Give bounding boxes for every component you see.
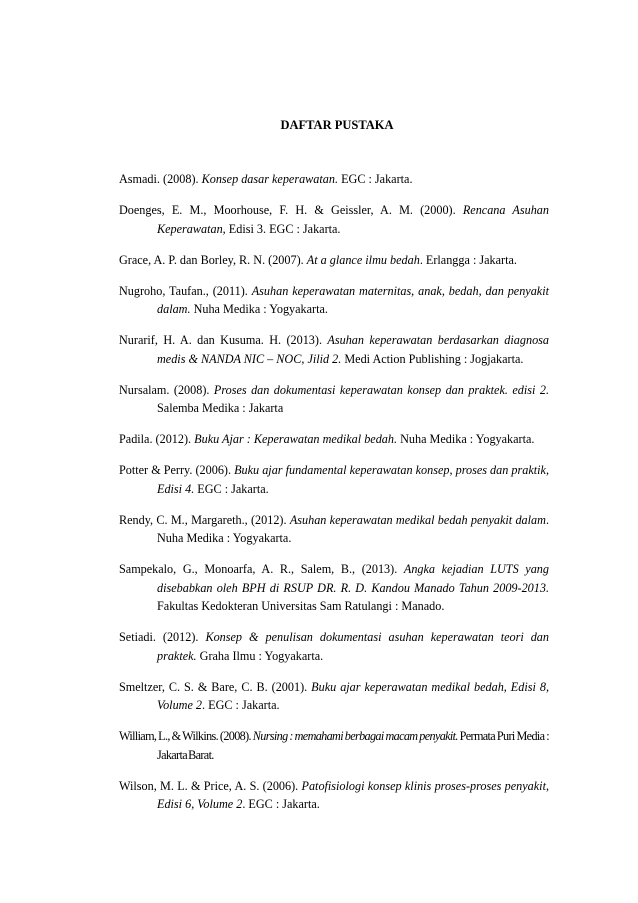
reference-item xyxy=(119,628,549,665)
reference-authors: Smeltzer, C. S. & Bare, C. B. (2001). xyxy=(119,679,312,694)
reference-title: Konsep & penulisan dokumentasi asuhan keperawatan teori dan praktek. xyxy=(157,630,549,663)
reference-item xyxy=(119,461,549,498)
reference-title: Rencana Asuhan Keperawatan, xyxy=(157,203,549,236)
reference-publisher: . Nuha Medika : Yogyakarta. xyxy=(157,512,549,545)
reference-authors: Nugroho, Taufan., (2011). xyxy=(119,283,252,298)
reference-title: Buku Ajar : Keperawatan medikal bedah. xyxy=(194,432,398,446)
reference-authors: Doenges, E. M., Moorhouse, F. H. & Geissler, A. M. (2000). xyxy=(119,203,463,217)
reference-title: Buku ajar fundamental keperawatan konsep, proses dan praktik, Edisi 4. xyxy=(157,463,549,496)
page-title: DAFTAR PUSTAKA xyxy=(280,118,394,132)
reference-publisher: Permata Puri Media : Jakarta Barat. xyxy=(157,729,549,762)
reference-item xyxy=(119,282,549,319)
reference-item xyxy=(119,777,549,814)
reference-title: At a glance ilmu bedah xyxy=(306,252,420,267)
reference-title: Buku ajar keperawatan medikal bedah, Edisi 8, Volume 2 xyxy=(157,679,549,712)
reference-item xyxy=(119,331,549,368)
reference-publisher: . EGC : Jakarta. xyxy=(202,698,280,712)
reference-publisher: EGC : Jakarta. xyxy=(338,172,413,186)
reference-title: Asuhan keperawatan maternitas, anak, bedah, dan penyakit dalam. xyxy=(157,283,549,316)
reference-item xyxy=(119,430,549,449)
reference-publisher: Nuha Medika : Yogyakarta. xyxy=(397,432,535,446)
reference-publisher: EGC : Jakarta. xyxy=(194,481,269,496)
reference-publisher: Fakultas Kedokteran Universitas Sam Ratulangi : Manado. xyxy=(157,599,445,613)
reference-item xyxy=(119,201,549,238)
reference-publisher: Edisi 3. EGC : Jakarta. xyxy=(225,221,341,236)
reference-title: Proses dan dokumentasi keperawatan konsep dan praktek. edisi 2. xyxy=(213,382,549,397)
reference-authors: Nursalam. (2008). xyxy=(119,382,214,397)
reference-authors: Wilson, M. L. & Price, A. S. (2006). xyxy=(119,778,302,793)
reference-item xyxy=(119,678,549,715)
reference-title: Asuhan keperawatan berdasarkan diagnosa medis & NANDA NIC – NOC, Jilid 2. xyxy=(157,333,549,366)
reference-authors: Rendy, C. M., Margareth., (2012). xyxy=(119,512,290,527)
reference-publisher: . Erlangga : Jakarta. xyxy=(419,252,517,267)
reference-authors: Potter & Perry. (2006). xyxy=(119,463,235,477)
reference-item xyxy=(119,727,549,764)
reference-publisher: Salemba Medika : Jakarta xyxy=(157,401,284,415)
reference-title: Nursing : memahami berbagai macam penyakit. xyxy=(252,729,458,743)
reference-authors: Nurarif, H. A. dan Kusuma. H. (2013). xyxy=(119,333,328,347)
reference-title: Patofisiologi konsep klinis proses-proses penyakit, Edisi 6, Volume 2 xyxy=(157,778,549,811)
reference-list xyxy=(119,170,549,826)
reference-item xyxy=(119,381,549,418)
reference-authors: Padila. (2012). xyxy=(119,432,195,446)
reference-publisher: Graha Ilmu : Yogyakarta. xyxy=(196,648,324,663)
reference-item xyxy=(119,560,549,616)
reference-authors: Asmadi. (2008). xyxy=(119,172,202,186)
reference-item xyxy=(119,170,549,189)
reference-item xyxy=(119,511,549,548)
reference-authors: Setiadi. (2012). xyxy=(119,630,206,644)
reference-title: Konsep dasar keperawatan. xyxy=(201,172,339,186)
reference-title: Asuhan keperawatan medikal bedah penyakit dalam xyxy=(289,512,546,527)
reference-title: Angka kejadian LUTS yang disebabkan oleh BPH di RSUP DR. R. D. Kandou Manado Tahun 2009-2013. xyxy=(157,562,549,595)
reference-authors: William, L., & Wilkins. (2008). xyxy=(119,729,253,743)
reference-authors: Sampekalo, G., Monoarfa, A. R., Salem, B., (2013). xyxy=(119,562,404,576)
reference-publisher: Nuha Medika : Yogyakarta. xyxy=(190,302,328,316)
reference-publisher: . EGC : Jakarta. xyxy=(242,797,320,811)
reference-publisher: Medi Action Publishing : Jogjakarta. xyxy=(341,351,524,366)
reference-item xyxy=(119,251,549,270)
reference-authors: Grace, A. P. dan Borley, R. N. (2007). xyxy=(119,252,307,267)
